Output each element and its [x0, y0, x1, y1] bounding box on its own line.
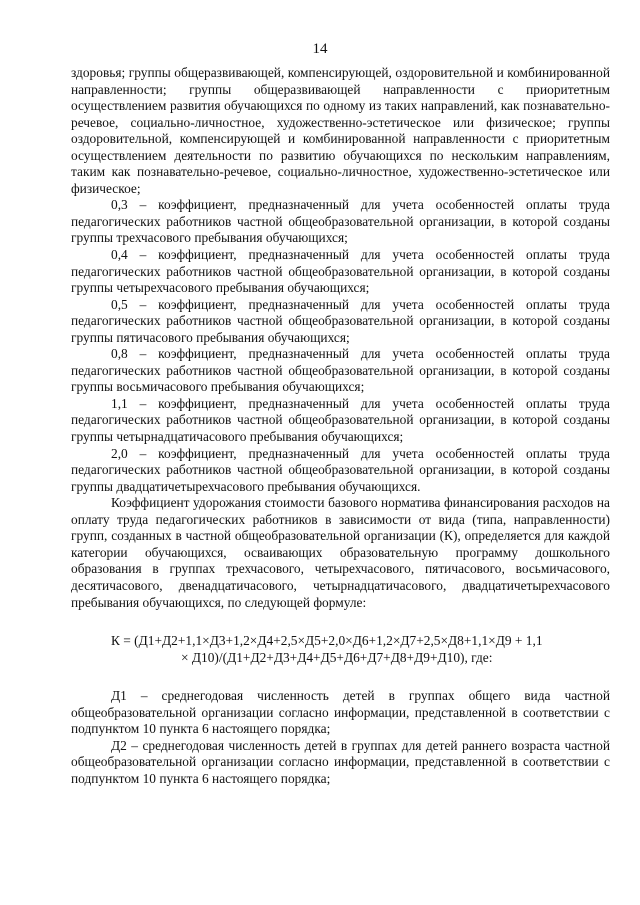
formula: [71, 633, 610, 666]
formula-line-2: × Д10)/(Д1+Д2+Д3+Д4+Д5+Д6+Д7+Д8+Д9+Д10), где:: [181, 649, 493, 665]
paragraph-coef-2-0: 2,0 – коэффициент, предназначенный для учета особенностей оплаты труда педагогических работников частной общеобразовательной организации, в которой созданы группы двадцатичетырехчасового пребывания обучающихся.: [71, 445, 610, 494]
document-body: [71, 65, 610, 787]
paragraph-coef-0-5: 0,5 – коэффициент, предназначенный для учета особенностей оплаты труда педагогических работников частной общеобразовательной организации, в которой созданы группы пятичасового пребывания обучающихся;: [71, 296, 610, 345]
paragraph-cost-coefficient: Коэффициент удорожания стоимости базового норматива финансирования расходов на оплату труда педагогических работников в зависимости от вида (типа, направленности) групп, созданных в частной общеобразовательной организации (К), определяется для каждой категории обучающихся, осваивающих образовательную программу дошкольного образования в группах трехчасового, четырехчасового, пятичасового, восьмичасового, десятичасового, двенадцатичасового, четырнадцатичасового, двадцатичетырехчасового пребывания обучающихся, по следующей формуле:: [71, 495, 610, 610]
paragraph-coef-0-8: 0,8 – коэффициент, предназначенный для учета особенностей оплаты труда педагогических работников частной общеобразовательной организации, в которой созданы группы восьмичасового пребывания обучающихся;: [71, 346, 610, 395]
paragraph-d1-definition: Д1 – среднегодовая численность детей в группах общего вида частной общеобразовательной организации согласно информации, представленной в соответствии с подпунктом 10 пункта 6 настоящего порядка;: [71, 688, 610, 737]
paragraph-coef-0-4: 0,4 – коэффициент, предназначенный для учета особенностей оплаты труда педагогических работников частной общеобразовательной организации, в которой созданы группы четырехчасового пребывания обучающихся;: [71, 247, 610, 296]
paragraph-d2-definition: Д2 – среднегодовая численность детей в группах для детей раннего возраста частной общеобразовательной организации согласно информации, представленной в соответствии с подпунктом 10 пункта 6 настоящего порядка;: [71, 737, 610, 786]
formula-line-1: К = (Д1+Д2+1,1×Д3+1,2×Д4+2,5×Д5+2,0×Д6+1,2×Д7+2,5×Д8+1,1×Д9 + 1,1: [111, 633, 543, 649]
paragraph-coef-0-3: 0,3 – коэффициент, предназначенный для учета особенностей оплаты труда педагогических работников частной общеобразовательной организации, в которой созданы группы трехчасового пребывания обучающихся;: [71, 197, 610, 246]
paragraph-coef-1-1: 1,1 – коэффициент, предназначенный для учета особенностей оплаты труда педагогических работников частной общеобразовательной организации, в которой созданы группы четырнадцатичасового пребывания обучающихся;: [71, 395, 610, 445]
paragraph-continuation: здоровья; группы общеразвивающей, компенсирующей, оздоровительной и комбинированной направленности; группы общеразвивающей направленности с приоритетным осуществлением развития обучающихся по одному из таких направлений, как познавательно-речевое, социально-личностное, художественно-эстетическое или физическое; группы оздоровительной, компенсирующей и комбинированной направленности с приоритетным осуществлением деятельности по развитию обучающихся по нескольким направлениям, таким как познавательно-речевое, социально-личностное, художественно-эстетическое или физическое;: [71, 65, 610, 196]
page-number: 14: [312, 41, 328, 57]
